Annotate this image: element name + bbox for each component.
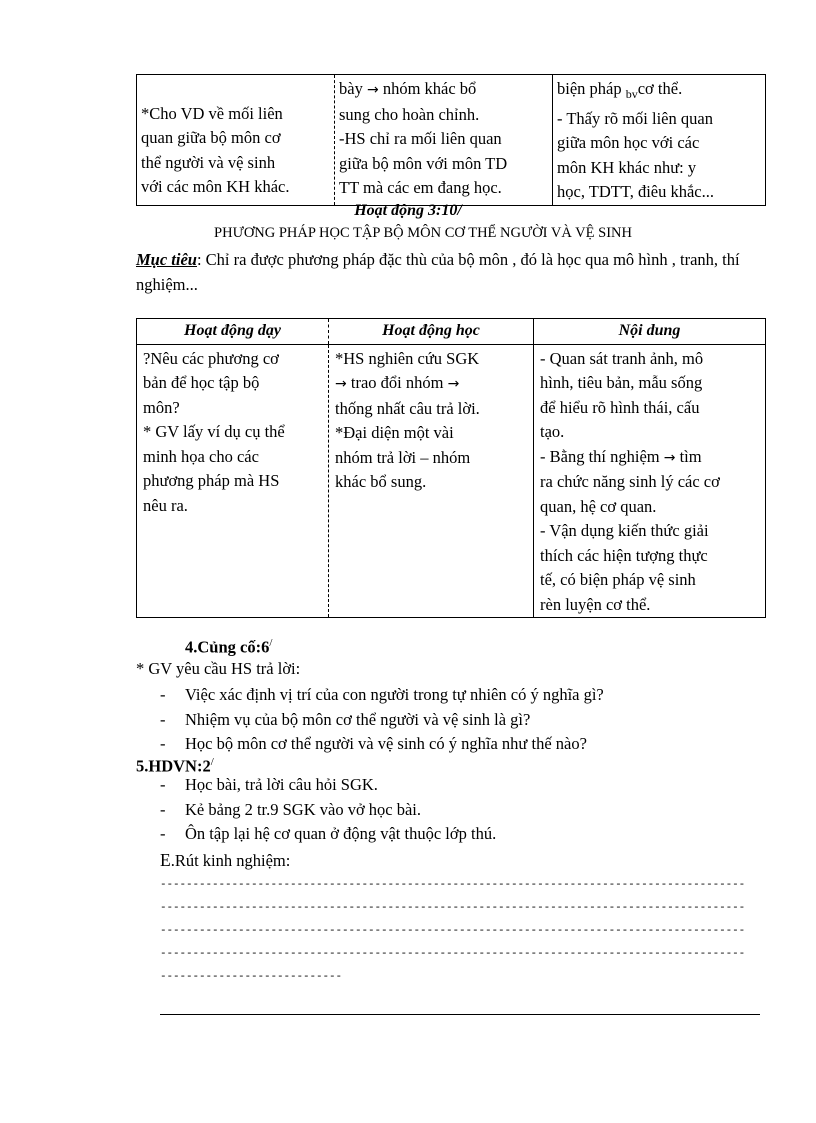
- activity-table-continued: [136, 74, 766, 206]
- text-line: với các môn KH khác.: [141, 177, 290, 196]
- header-learning: Hoạt động học: [329, 319, 534, 345]
- dashed-line: ------------------------------------------------------------------------------------------: [160, 902, 746, 914]
- text-line: bày → nhóm khác bổ: [339, 79, 477, 98]
- text-line: môn?: [143, 397, 180, 417]
- text-line: - Thấy rõ mối liên quan: [557, 108, 713, 128]
- objective: [136, 247, 776, 297]
- header-content: Nội dung: [534, 319, 766, 345]
- text-line: môn KH khác như: y: [557, 157, 697, 177]
- text-line: giữa môn học với các: [557, 133, 700, 152]
- header-teaching: Hoạt động dạy: [137, 319, 329, 345]
- list-item: - Học bài, trả lời câu hỏi SGK.: [160, 775, 378, 794]
- dashed-line: ----------------------------: [160, 971, 343, 983]
- text-line: minh họa cho các: [143, 446, 259, 466]
- text-line: nêu ra.: [143, 495, 188, 515]
- teacher-cell: [137, 344, 329, 618]
- content-cell: [534, 344, 766, 618]
- consolidation-intro: * GV yêu cầu HS trả lời:: [136, 659, 301, 678]
- activity-subtitle: PHƯƠNG PHÁP HỌC TẬP BỘ MÔN CƠ THỂ NGƯỜI VÀ VỆ SINH: [214, 225, 632, 241]
- arrow-icon: →: [447, 376, 460, 392]
- activity-title: Hoạt động 3:10/: [354, 202, 462, 219]
- consolidation-heading: 4.Củng cố:6/: [185, 637, 273, 657]
- dashed-line: ------------------------------------------------------------------------------------------: [160, 925, 746, 937]
- question-list: [160, 683, 604, 757]
- dashed-line: ------------------------------------------------------------------------------------------: [160, 948, 746, 960]
- text-line: - Quan sát tranh ảnh, mô: [540, 348, 704, 368]
- content-cell: [553, 75, 766, 206]
- list-item: - Việc xác định vị trí của con người trong tự nhiên có ý nghĩa gì?: [160, 685, 604, 704]
- notes-dashed-lines: [160, 874, 745, 989]
- text-line: -HS chỉ ra mối liên quan: [339, 129, 502, 148]
- text-line: nhóm trả lời – nhóm: [335, 447, 471, 467]
- text-line: tế, có biện pháp vệ sinh: [540, 570, 696, 589]
- text-line: ra chức năng sinh lý các cơ: [540, 472, 720, 491]
- text-line: quan giữa bộ môn cơ: [141, 128, 281, 147]
- text-line: học, TDTT, điêu khắc...: [557, 182, 715, 201]
- teacher-cell: [137, 75, 335, 206]
- text-line: giữa bộ môn với môn TD: [339, 153, 508, 173]
- homework-heading: 5.HDVN:2/: [136, 756, 214, 776]
- text-line: rèn luyện cơ thể.: [540, 594, 651, 614]
- list-item: - Học bộ môn cơ thể người và vệ sinh có ý nghĩa như thế nào?: [160, 734, 587, 753]
- text-line: *Cho VD về mối liên: [141, 103, 283, 123]
- text-line: khác bổ sung.: [335, 472, 427, 491]
- activity-3-table: [136, 318, 766, 618]
- text-line: → trao đổi nhóm →: [335, 373, 460, 392]
- text-line: phương pháp mà HS: [143, 471, 280, 490]
- arrow-icon: →: [335, 376, 347, 392]
- text-line: thích các hiện tượng thực: [540, 545, 708, 565]
- text-line: *HS nghiên cứu SGK: [335, 348, 480, 368]
- text-line: - Bằng thí nghiệm → tìm: [540, 446, 702, 466]
- arrow-icon: →: [663, 449, 676, 466]
- text-line: thể người và vệ sinh: [141, 152, 276, 172]
- arrow-icon: →: [366, 82, 379, 98]
- list-item: - Ôn tập lại hệ cơ quan ở động vật thuộc lớp thú.: [160, 824, 497, 843]
- experience-heading: E.Rút kinh nghiệm:: [160, 850, 291, 870]
- text-line: bản để học tập bộ: [143, 373, 260, 392]
- text-line: tạo.: [540, 422, 565, 441]
- list-item: - Kẻ bảng 2 tr.9 SGK vào vở học bài.: [160, 799, 422, 819]
- text-line: biện pháp $_{bv}$cơ thể.: [557, 79, 683, 101]
- list-item: - Nhiệm vụ của bộ môn cơ thể người và vệ sinh là gì?: [160, 709, 531, 729]
- objective-text: : Chỉ ra được phương pháp đặc thù của bộ môn , đó là học qua mô hình , tranh, thí nghiệm...: [136, 250, 740, 294]
- objective-label: Mục tiêu: [136, 250, 197, 269]
- text-line: thống nhất câu trả lời.: [335, 398, 480, 418]
- dashed-line: ------------------------------------------------------------------------------------------: [160, 879, 746, 891]
- text-line: để hiểu rõ hình thái, cấu: [540, 397, 700, 417]
- divider: [160, 1014, 760, 1015]
- text-line: quan, hệ cơ quan.: [540, 496, 657, 516]
- student-cell: [329, 344, 534, 618]
- text-line: - Vận dụng kiến thức giải: [540, 521, 709, 540]
- text-line: ?Nêu các phương cơ: [143, 348, 279, 368]
- text-line: sung cho hoàn chỉnh.: [339, 104, 480, 124]
- homework-list: [160, 773, 496, 847]
- text-line: TT mà các em đang học.: [339, 178, 502, 197]
- text-line: * GV lấy ví dụ cụ thể: [143, 422, 285, 441]
- text-line: *Đại diện một vài: [335, 423, 454, 442]
- student-cell: [335, 75, 553, 206]
- text-line: hình, tiêu bản, mẫu sống: [540, 373, 703, 392]
